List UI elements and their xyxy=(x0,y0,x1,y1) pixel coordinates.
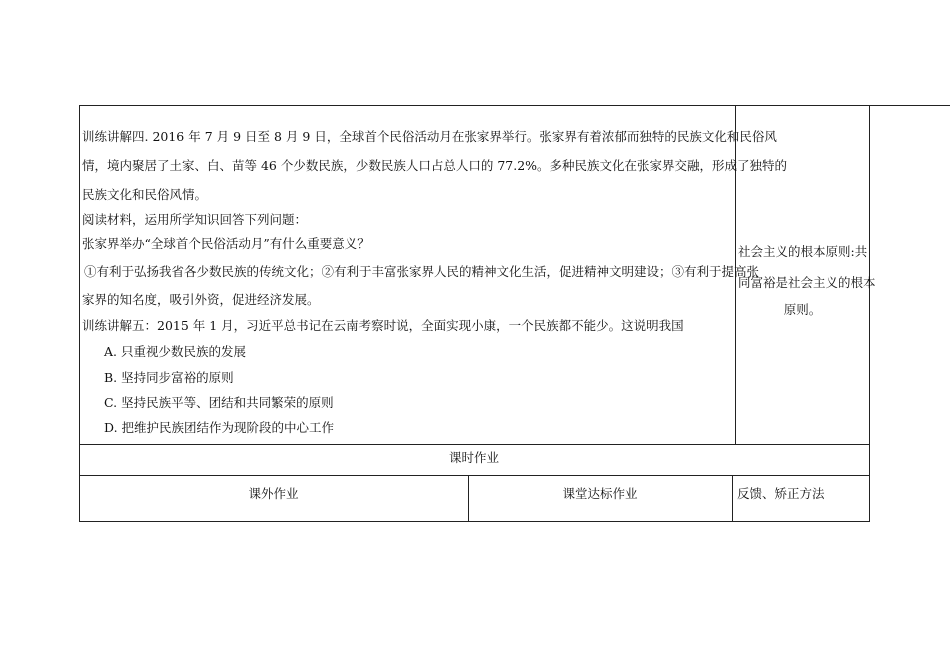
question-line: 张家界举办“全球首个民俗活动月”有什么重要意义？ xyxy=(82,236,370,251)
paragraph-line: 训练讲解四. 2016 年 7 月 9 日至 8 月 9 日，全球首个民俗活动月在张家界举行。张家界有着浓郁而独特的民族文化和民俗风 xyxy=(82,129,777,144)
table-right-border xyxy=(869,105,870,521)
bottom-col-divider-2 xyxy=(732,475,733,521)
after-class-homework-label: 课外作业 xyxy=(248,486,299,501)
option-d: D. 把维护民族团结作为现阶段的中心工作 xyxy=(104,420,335,435)
answer-line: 家界的知名度，吸引外资，促进经济发展。 xyxy=(82,292,320,307)
instruction-line: 阅读材料，运用所学知识回答下列问题： xyxy=(82,212,308,227)
table-bottom-border xyxy=(79,521,870,522)
row-divider-homework xyxy=(79,444,870,445)
question-line: 训练讲解五：2015 年 1 月，习近平总书记在云南考察时说，全面实现小康，一个民族都不能少。这说明我国 xyxy=(82,318,684,333)
side-note-line: 社会主义的根本原则:共 xyxy=(738,244,868,259)
option-b: B. 坚持同步富裕的原则 xyxy=(104,370,234,385)
side-note-line: 同富裕是社会主义的根本 xyxy=(738,275,876,290)
table-top-border xyxy=(79,105,950,106)
paragraph-line: 民族文化和民俗风情。 xyxy=(82,187,208,202)
feedback-correction-label: 反馈、矫正方法 xyxy=(737,486,825,501)
answer-line: ①有利于弘扬我省各少数民族的传统文化；②有利于丰富张家界人民的精神文化生活，促进精神文明建设；③有利于提高张 xyxy=(84,264,760,279)
homework-title: 课时作业 xyxy=(448,450,499,465)
in-class-target-homework-label: 课堂达标作业 xyxy=(562,486,638,501)
row-divider-bottom xyxy=(79,475,870,476)
option-c: C. 坚持民族平等、团结和共同繁荣的原则 xyxy=(104,395,334,410)
option-a: A. 只重视少数民族的发展 xyxy=(104,344,246,359)
side-note-line: 原则。 xyxy=(783,302,822,317)
paragraph-line: 情，境内聚居了土家、白、苗等 46 个少数民族，少数民族人口占总人口的 77.2%。多种民族文化在张家界交融，形成了独特的 xyxy=(82,158,788,173)
